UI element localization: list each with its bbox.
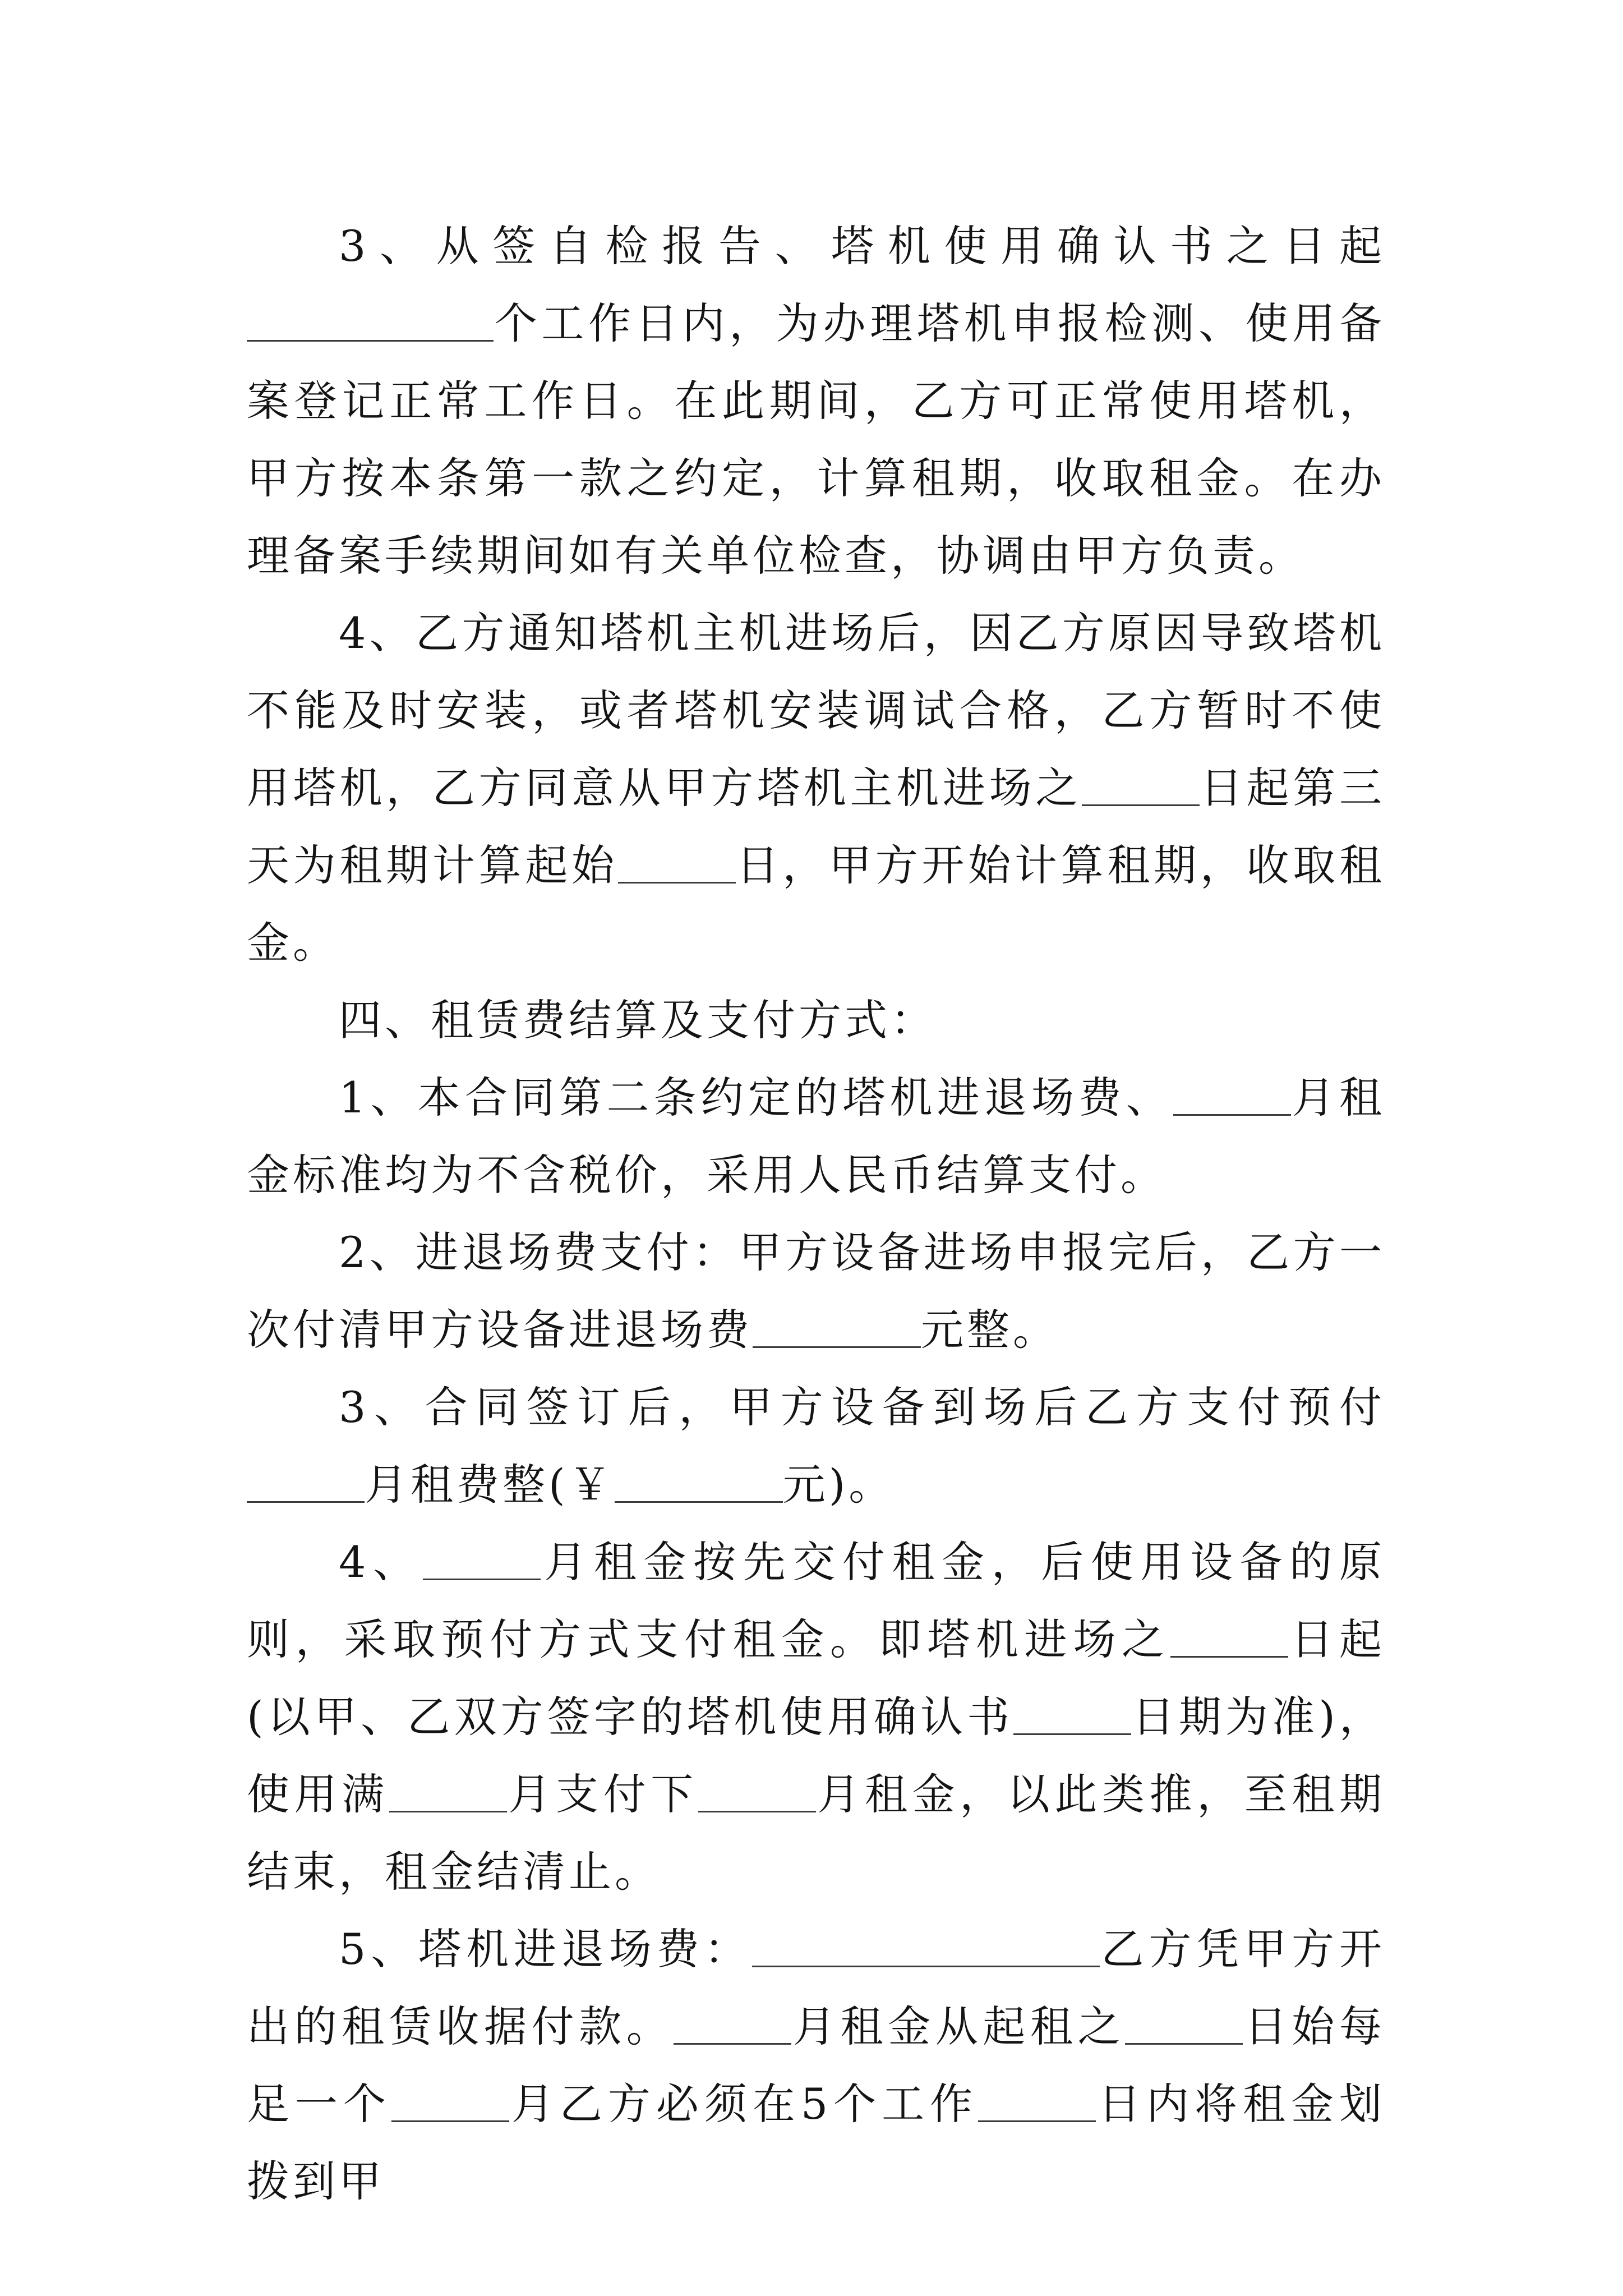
contract-paragraph (247, 982, 1385, 1059)
fill-in-blank (1125, 1998, 1243, 2045)
contract-paragraph (247, 595, 1385, 982)
paragraph-text: 月租金，以此类推，至租期结束，租金结清止。 (247, 1769, 1386, 1897)
paragraph-text: 元)。 (782, 1460, 895, 1510)
contract-paragraph (247, 1911, 1385, 2220)
fill-in-blank (674, 1998, 791, 2045)
paragraph-text: 个工作日内，为办理塔机申报检测、使用备案登记正常工作日。在此期间，乙方可正常使用塔机，甲方按本条第一款之约定，计算租期，收取租金。在办理备案手续期间如有关单位检查，协调由甲方负责。 (247, 298, 1385, 581)
fill-in-blank (389, 1766, 507, 1812)
paragraph-text: 乙方凭甲方开出的租赁收据付款。 (247, 1924, 1386, 2051)
paragraph-text: 4、乙方通知塔机主机进场后，因乙方原因导致塔机不能及时安装，或者塔机安装调试合格，乙方暂时不使用塔机，乙方同意从甲方塔机主机进场之 (247, 608, 1385, 813)
paragraph-text: 月支付下 (506, 1769, 698, 1819)
paragraph-text: 月租金从起租之 (791, 2001, 1126, 2051)
paragraph-text: 日起(以甲、乙双方签字的塔机使用确认书 (247, 1614, 1386, 1742)
paragraph-text: 4、 (339, 1537, 423, 1587)
contract-paragraph (247, 208, 1385, 595)
fill-in-blank (1082, 760, 1200, 806)
paragraph-text: 月租金标准均为不含税价，采用人民币结算支付。 (247, 1073, 1386, 1200)
fill-in-blank (1173, 1069, 1291, 1116)
paragraph-text: 月租费整(￥ (365, 1460, 615, 1510)
fill-in-blank (753, 1301, 921, 1348)
fill-in-blank (615, 1456, 783, 1503)
paragraph-text: 日期为准)，使用满 (247, 1692, 1386, 1819)
paragraph-text: 日，甲方开始计算租期，收取租金。 (247, 840, 1386, 968)
fill-in-blank (391, 2076, 509, 2122)
paragraph-text: 1、本合同第二条约定的塔机进退场费、 (339, 1073, 1173, 1122)
fill-in-blank (247, 1456, 365, 1503)
paragraph-text: 3、合同签订后，甲方设备到场后乙方支付预付 (339, 1382, 1385, 1432)
fill-in-blank (1170, 1611, 1288, 1658)
fill-in-blank (618, 837, 736, 884)
paragraph-text: 2、进退场费支付：甲方设备进场申报完后，乙方一次付清甲方设备进退场费 (247, 1227, 1385, 1355)
fill-in-blank (1013, 1688, 1131, 1735)
fill-in-blank (247, 295, 494, 342)
contract-paragraph (247, 1369, 1385, 1524)
paragraph-text: 日始每足一个 (247, 2001, 1386, 2129)
contract-paragraph (247, 1524, 1385, 1911)
fill-in-blank (752, 1921, 1100, 1967)
paragraph-text: 月乙方必须在5个工作 (509, 2079, 979, 2129)
paragraph-text: 元整。 (921, 1305, 1059, 1355)
fill-in-blank (423, 1534, 541, 1580)
paragraph-text: 日起第三天为租期计算起始 (247, 763, 1386, 890)
paragraph-text: 日内将租金划拨到甲 (247, 2079, 1386, 2206)
paragraph-text: 5、塔机进退场费： (339, 1924, 752, 1974)
paragraph-text: 3、从签自检报告、塔机使用确认书之日起 (339, 221, 1385, 271)
contract-paragraph (247, 1214, 1385, 1369)
fill-in-blank (698, 1766, 816, 1812)
paragraph-text: 月租金按先交付租金，后使用设备的原则，采取预付方式支付租金。即塔机进场之 (247, 1537, 1386, 1664)
contract-paragraph (247, 1059, 1385, 1214)
fill-in-blank (978, 2076, 1096, 2122)
document-body (247, 208, 1385, 2220)
paragraph-text: 四、租赁费结算及支付方式： (339, 995, 937, 1045)
